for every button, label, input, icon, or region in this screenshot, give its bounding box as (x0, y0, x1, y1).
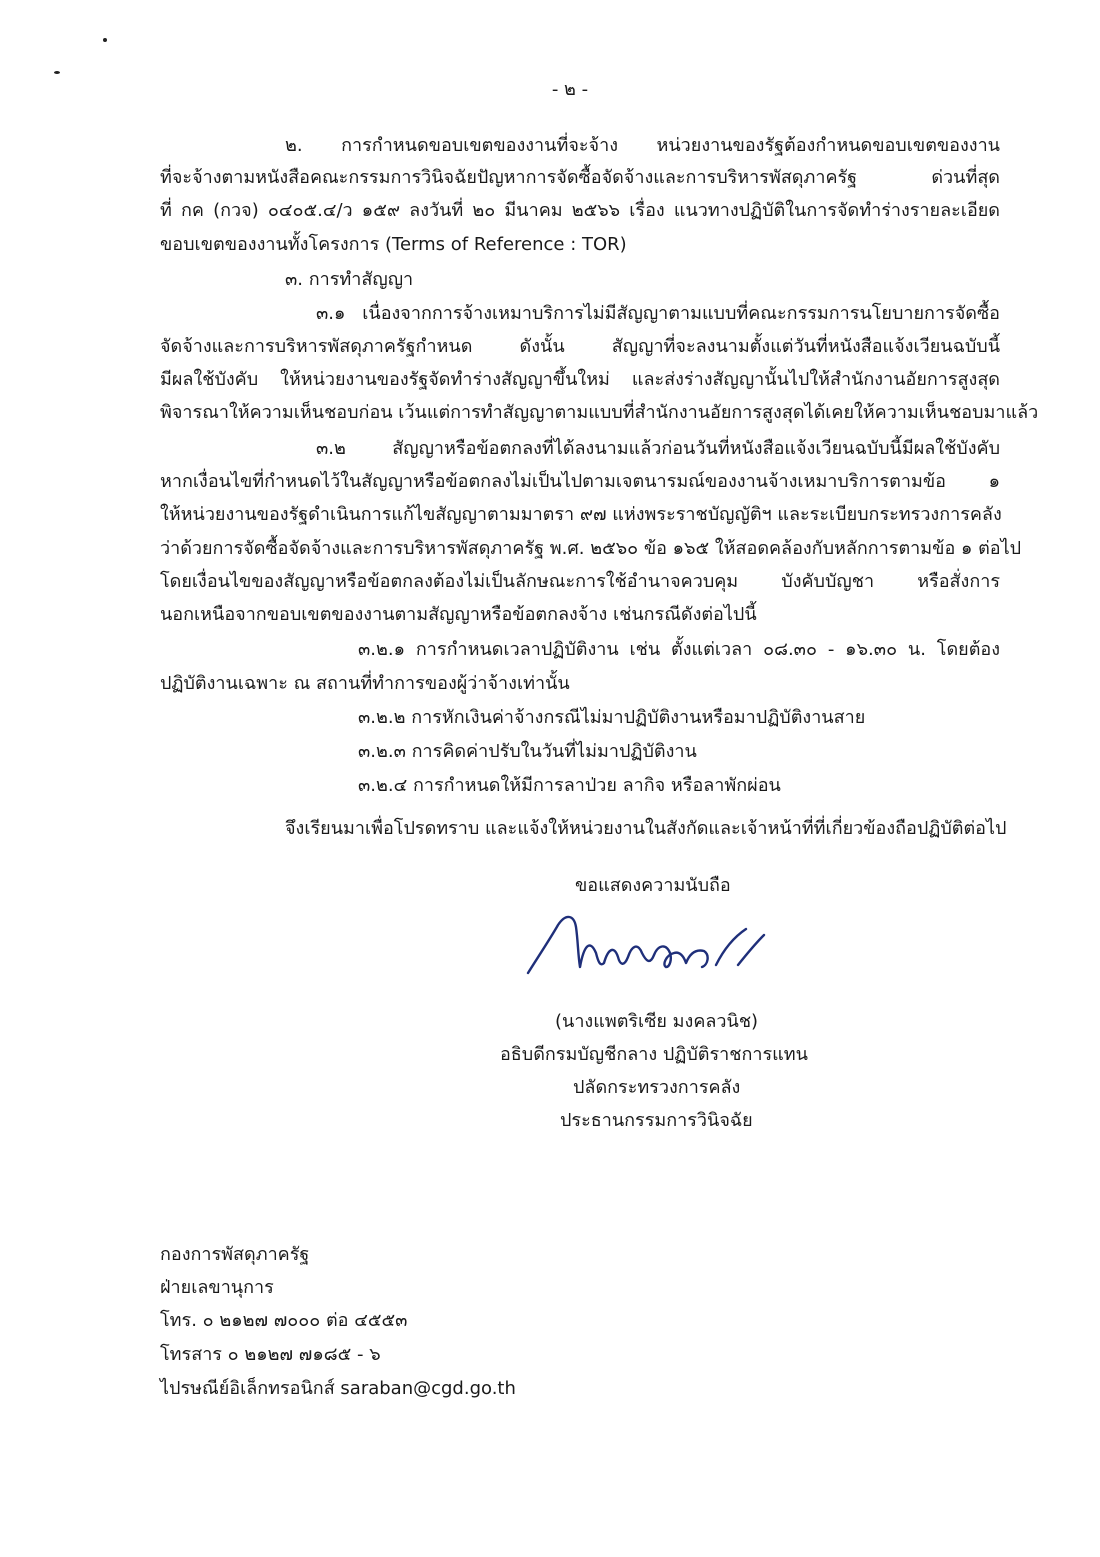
signer-position-2: ปลัดกระทรวงการคลัง (573, 1077, 741, 1098)
paragraph-3-1-line-4: พิจารณาให้ความเห็นชอบก่อน เว้นแต่การทำสัญญาตามแบบที่สำนักงานอัยการสูงสุดได้เคยให้ความเห็นชอบมาแล้ว (160, 402, 1039, 423)
item-3-2-1-line-2: ปฏิบัติงานเฉพาะ ณ สถานที่ทำการของผู้ว่าจ้างเท่านั้น (160, 673, 570, 694)
contact-division: ฝ่ายเลขานุการ (160, 1277, 274, 1298)
scan-speck (103, 38, 107, 42)
closing-sentence: จึงเรียนมาเพื่อโปรดทราบ และแจ้งให้หน่วยงานในสังกัดและเจ้าหน้าที่ที่เกี่ยวข้องถือปฏิบัติต่อไป (285, 818, 1007, 839)
paragraph-3-2-line-4: ว่าด้วยการจัดซื้อจัดจ้างและการบริหารพัสดุภาครัฐ พ.ศ. ๒๕๖๐ ข้อ ๑๖๕ ให้สอดคล้องกับหลักการตามข้อ ๑ ต่อไป (160, 538, 1022, 559)
section-3-heading: ๓. การทำสัญญา (285, 269, 414, 290)
regards: ขอแสดงความนับถือ (575, 875, 731, 896)
contact-phone: โทร. ๐ ๒๑๒๗ ๗๐๐๐ ต่อ ๔๕๕๓ (160, 1310, 408, 1331)
paragraph-3-1-line-2: จัดจ้างและการบริหารพัสดุภาครัฐกำหนด ดังนั้น สัญญาที่จะลงนามตั้งแต่วันที่หนังสือแจ้งเวียนฉบับนี้ (160, 336, 1000, 357)
item-3-2-2: ๓.๒.๒ การหักเงินค่าจ้างกรณีไม่มาปฏิบัติงานหรือมาปฏิบัติงานสาย (358, 707, 866, 728)
section-2-line-3: ที่ กค (กวจ) ๐๔๐๕.๔/ว ๑๕๙ ลงวันที่ ๒๐ มีนาคม ๒๕๖๖ เรื่อง แนวทางปฏิบัติในการจัดทำร่างรายละเอียด (160, 200, 1000, 221)
paragraph-3-1-line-1: ๓.๑ เนื่องจากการจ้างเหมาบริการไม่มีสัญญาตามแบบที่คณะกรรมการนโยบายการจัดซื้อ (316, 303, 1000, 324)
scan-speck (54, 71, 60, 74)
paragraph-3-1-line-3: มีผลใช้บังคับ ให้หน่วยงานของรัฐจัดทำร่างสัญญาขึ้นใหม่ และส่งร่างสัญญานั้นไปให้สำนักงานอัยการสูงสุด (160, 369, 1000, 390)
paragraph-3-2-line-2: หากเงื่อนไขที่กำหนดไว้ในสัญญาหรือข้อตกลงไม่เป็นไปตามเจตนารมณ์ของงานจ้างเหมาบริการตามข้อ ๑ (160, 471, 1000, 492)
section-2-line-2: ที่จะจ้างตามหนังสือคณะกรรมการวินิจฉัยปัญหาการจัดซื้อจัดจ้างและการบริหารพัสดุภาครัฐ ด่วนที่สุด (160, 167, 1000, 188)
paragraph-3-2-line-1: ๓.๒ สัญญาหรือข้อตกลงที่ได้ลงนามแล้วก่อนวันที่หนังสือแจ้งเวียนฉบับนี้มีผลใช้บังคับ (316, 438, 1000, 459)
signer-name: (นางแพตริเซีย มงคลวนิช) (555, 1011, 759, 1032)
item-3-2-4: ๓.๒.๔ การกำหนดให้มีการลาป่วย ลากิจ หรือลาพักผ่อน (358, 775, 781, 796)
paragraph-3-2-line-3: ให้หน่วยงานของรัฐดำเนินการแก้ไขสัญญาตามมาตรา ๙๗ แห่งพระราชบัญญัติฯ และระเบียบกระทรวงการคลัง (160, 504, 1002, 525)
signer-position-1: อธิบดีกรมบัญชีกลาง ปฏิบัติราชการแทน (500, 1044, 808, 1065)
paragraph-3-2-line-5: โดยเงื่อนไขของสัญญาหรือข้อตกลงต้องไม่เป็นลักษณะการใช้อำนาจควบคุม บังคับบัญชา หรือสั่งการ (160, 571, 1000, 592)
item-3-2-3: ๓.๒.๓ การคิดค่าปรับในวันที่ไม่มาปฏิบัติงาน (358, 741, 697, 762)
contact-fax: โทรสาร ๐ ๒๑๒๗ ๗๑๘๕ - ๖ (160, 1344, 381, 1365)
page-number: - ๒ - (551, 79, 589, 100)
item-3-2-1-line-1: ๓.๒.๑ การกำหนดเวลาปฏิบัติงาน เช่น ตั้งแต่เวลา ๐๘.๓๐ - ๑๖.๓๐ น. โดยต้อง (358, 639, 1000, 660)
section-2-line-1: ๒. การกำหนดขอบเขตของงานที่จะจ้าง หน่วยงานของรัฐต้องกำหนดขอบเขตของงาน (285, 135, 1000, 156)
handwritten-signature (520, 905, 770, 985)
signer-position-3: ประธานกรรมการวินิจฉัย (560, 1110, 753, 1131)
contact-email: ไปรษณีย์อิเล็กทรอนิกส์ saraban@cgd.go.th (160, 1378, 516, 1399)
contact-department: กองการพัสดุภาครัฐ (160, 1244, 310, 1265)
paragraph-3-2-line-6: นอกเหนือจากขอบเขตของงานตามสัญญาหรือข้อตกลงจ้าง เช่นกรณีดังต่อไปนี้ (160, 604, 757, 625)
section-2-line-4: ขอบเขตของงานทั้งโครงการ (Terms of Reference : TOR) (160, 234, 627, 255)
